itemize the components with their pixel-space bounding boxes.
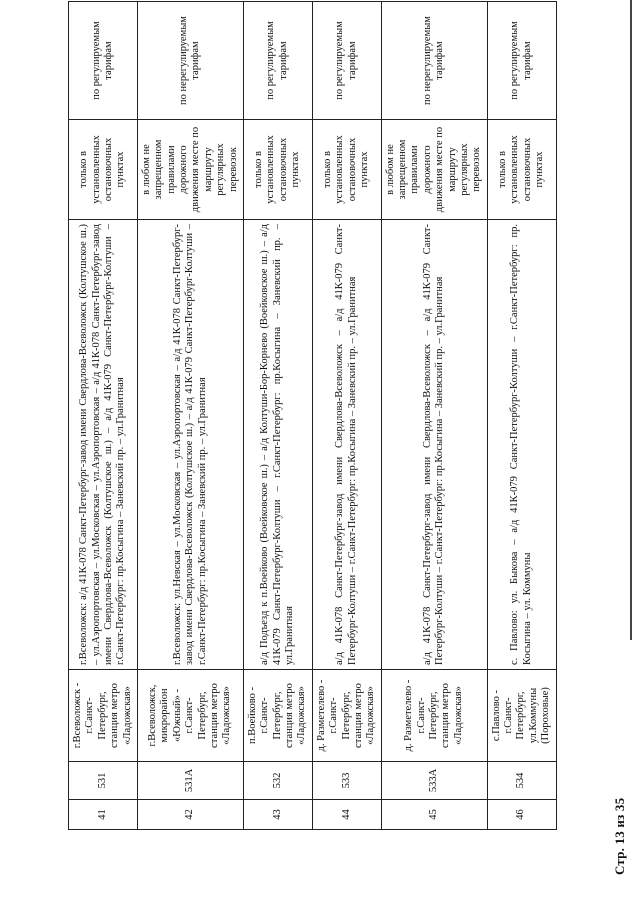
stop-procedure: только в установленных остановочных пунктах bbox=[312, 120, 381, 220]
route-number: 531 bbox=[69, 762, 138, 800]
route-number: 533 bbox=[312, 762, 381, 800]
route-path: а/д 41К-078 Санкт-Петербург-завод имени Свердлова-Всеволожск – а/д 41К-079 Санкт-Петербург-Колтуши – г.Санкт-Петербург: пр.Косыгина – Заневский пр. – ул.Гранитная bbox=[381, 220, 487, 670]
stop-procedure: в любом не запрещенном правилами дорожного движения месте по маршруту регулярных перевозок bbox=[137, 120, 243, 220]
tariff-type: по регулируемым тарифам bbox=[243, 2, 312, 120]
tariff-type: по регулируемым тарифам bbox=[69, 2, 138, 120]
stop-procedure: в любом не запрещенном правилами дорожного движения месте по маршруту регулярных перевозок bbox=[381, 120, 487, 220]
table-row bbox=[69, 2, 138, 830]
route-path: а/д Подъезд к п.Воейково (Воейковское ш.) – а/д Колтуши-Бор-Корнево (Воейковское ш.) – а/д 41К-079 Санкт-Петербург-Колтуши – г.Санкт-Петербург: пр.Косыгина – Заневский пр. – ул.Гранитная bbox=[243, 220, 312, 670]
row-number: 45 bbox=[381, 800, 487, 830]
scan-edge-line bbox=[630, 0, 632, 640]
route-path: с. Павлово: ул. Быкова – а/д 41К-079 Санкт-Петербург-Колтуши – г.Санкт-Петербург: пр. Косыгина – ул. Коммуны bbox=[487, 220, 556, 670]
table-row bbox=[243, 2, 312, 830]
route-name: с.Павлово - г.Санкт-Петербург, ул.Коммуны (Пороховые) bbox=[487, 670, 556, 762]
route-number: 534 bbox=[487, 762, 556, 800]
route-name: д. Разметелево - г.Санкт-Петербург, станция метро «Ладожская» bbox=[312, 670, 381, 762]
row-number: 43 bbox=[243, 800, 312, 830]
table-row bbox=[137, 2, 243, 830]
row-number: 42 bbox=[137, 800, 243, 830]
route-name: д. Разметелево - г.Санкт-Петербург, станция метро «Ладожская» bbox=[381, 670, 487, 762]
route-number: 532 bbox=[243, 762, 312, 800]
route-number: 531А bbox=[137, 762, 243, 800]
route-path: г.Всеволожск: а/д 41К-078 Санкт-Петербург-завод имени Свердлова-Всеволожск (Колтушское ш.) – ул.Аэропортовская – ул.Московская – ул.Аэропортовская – а/д 41К-078 Санкт-Петербург-завод имени Свердлова-Всеволожск (Колтушское ш.) – а/д 41К-079 Санкт-Петербург-Колтуши – г.Санкт-Петербург: пр.Косыгина – Заневский пр. – ул.Гранитная bbox=[69, 220, 138, 670]
stop-procedure: только в установленных остановочных пунктах bbox=[487, 120, 556, 220]
route-name: г.Всеволожск - г.Санкт-Петербург, станция метро «Ладожская» bbox=[69, 670, 138, 762]
route-path: г.Всеволожск: ул.Невская – ул.Московская – ул.Аэропортовская – а/д 41К-078 Санкт-Петербург-завод имени Свердлова-Всеволожск (Колтушское ш.) – а/д 41К-079 Санкт-Петербург-Колтуши – г.Санкт-Петербург: пр.Косыгина – Заневский пр. – ул.Гранитная bbox=[137, 220, 243, 670]
tariff-type: по регулируемым тарифам bbox=[487, 2, 556, 120]
route-name: п.Воейково - г.Санкт-Петербург, станция метро «Ладожская» bbox=[243, 670, 312, 762]
tariff-type: по нерегулируемым тарифам bbox=[137, 2, 243, 120]
route-name: г.Всеволожск, микрорайон «Южный» - г.Санкт-Петербург, станция метро «Ладожская» bbox=[137, 670, 243, 762]
row-number: 41 bbox=[69, 800, 138, 830]
stop-procedure: только в установленных остановочных пунктах bbox=[243, 120, 312, 220]
page-number-label: Стр. 13 из 35 bbox=[612, 797, 627, 875]
table-row bbox=[381, 2, 487, 830]
table-row bbox=[487, 2, 556, 830]
tariff-type: по нерегулируемым тарифам bbox=[381, 2, 487, 120]
route-number: 533А bbox=[381, 762, 487, 800]
row-number: 44 bbox=[312, 800, 381, 830]
table-row bbox=[312, 2, 381, 830]
tariff-type: по регулируемым тарифам bbox=[312, 2, 381, 120]
route-path: а/д 41К-078 Санкт-Петербург-завод имени Свердлова-Всеволожск – а/д 41К-079 Санкт-Петербург-Колтуши – г.Санкт-Петербург: пр.Косыгина – Заневский пр. – ул.Гранитная bbox=[312, 220, 381, 670]
stop-procedure: только в установленных остановочных пунктах bbox=[69, 120, 138, 220]
row-number: 46 bbox=[487, 800, 556, 830]
routes-table bbox=[68, 1, 557, 830]
